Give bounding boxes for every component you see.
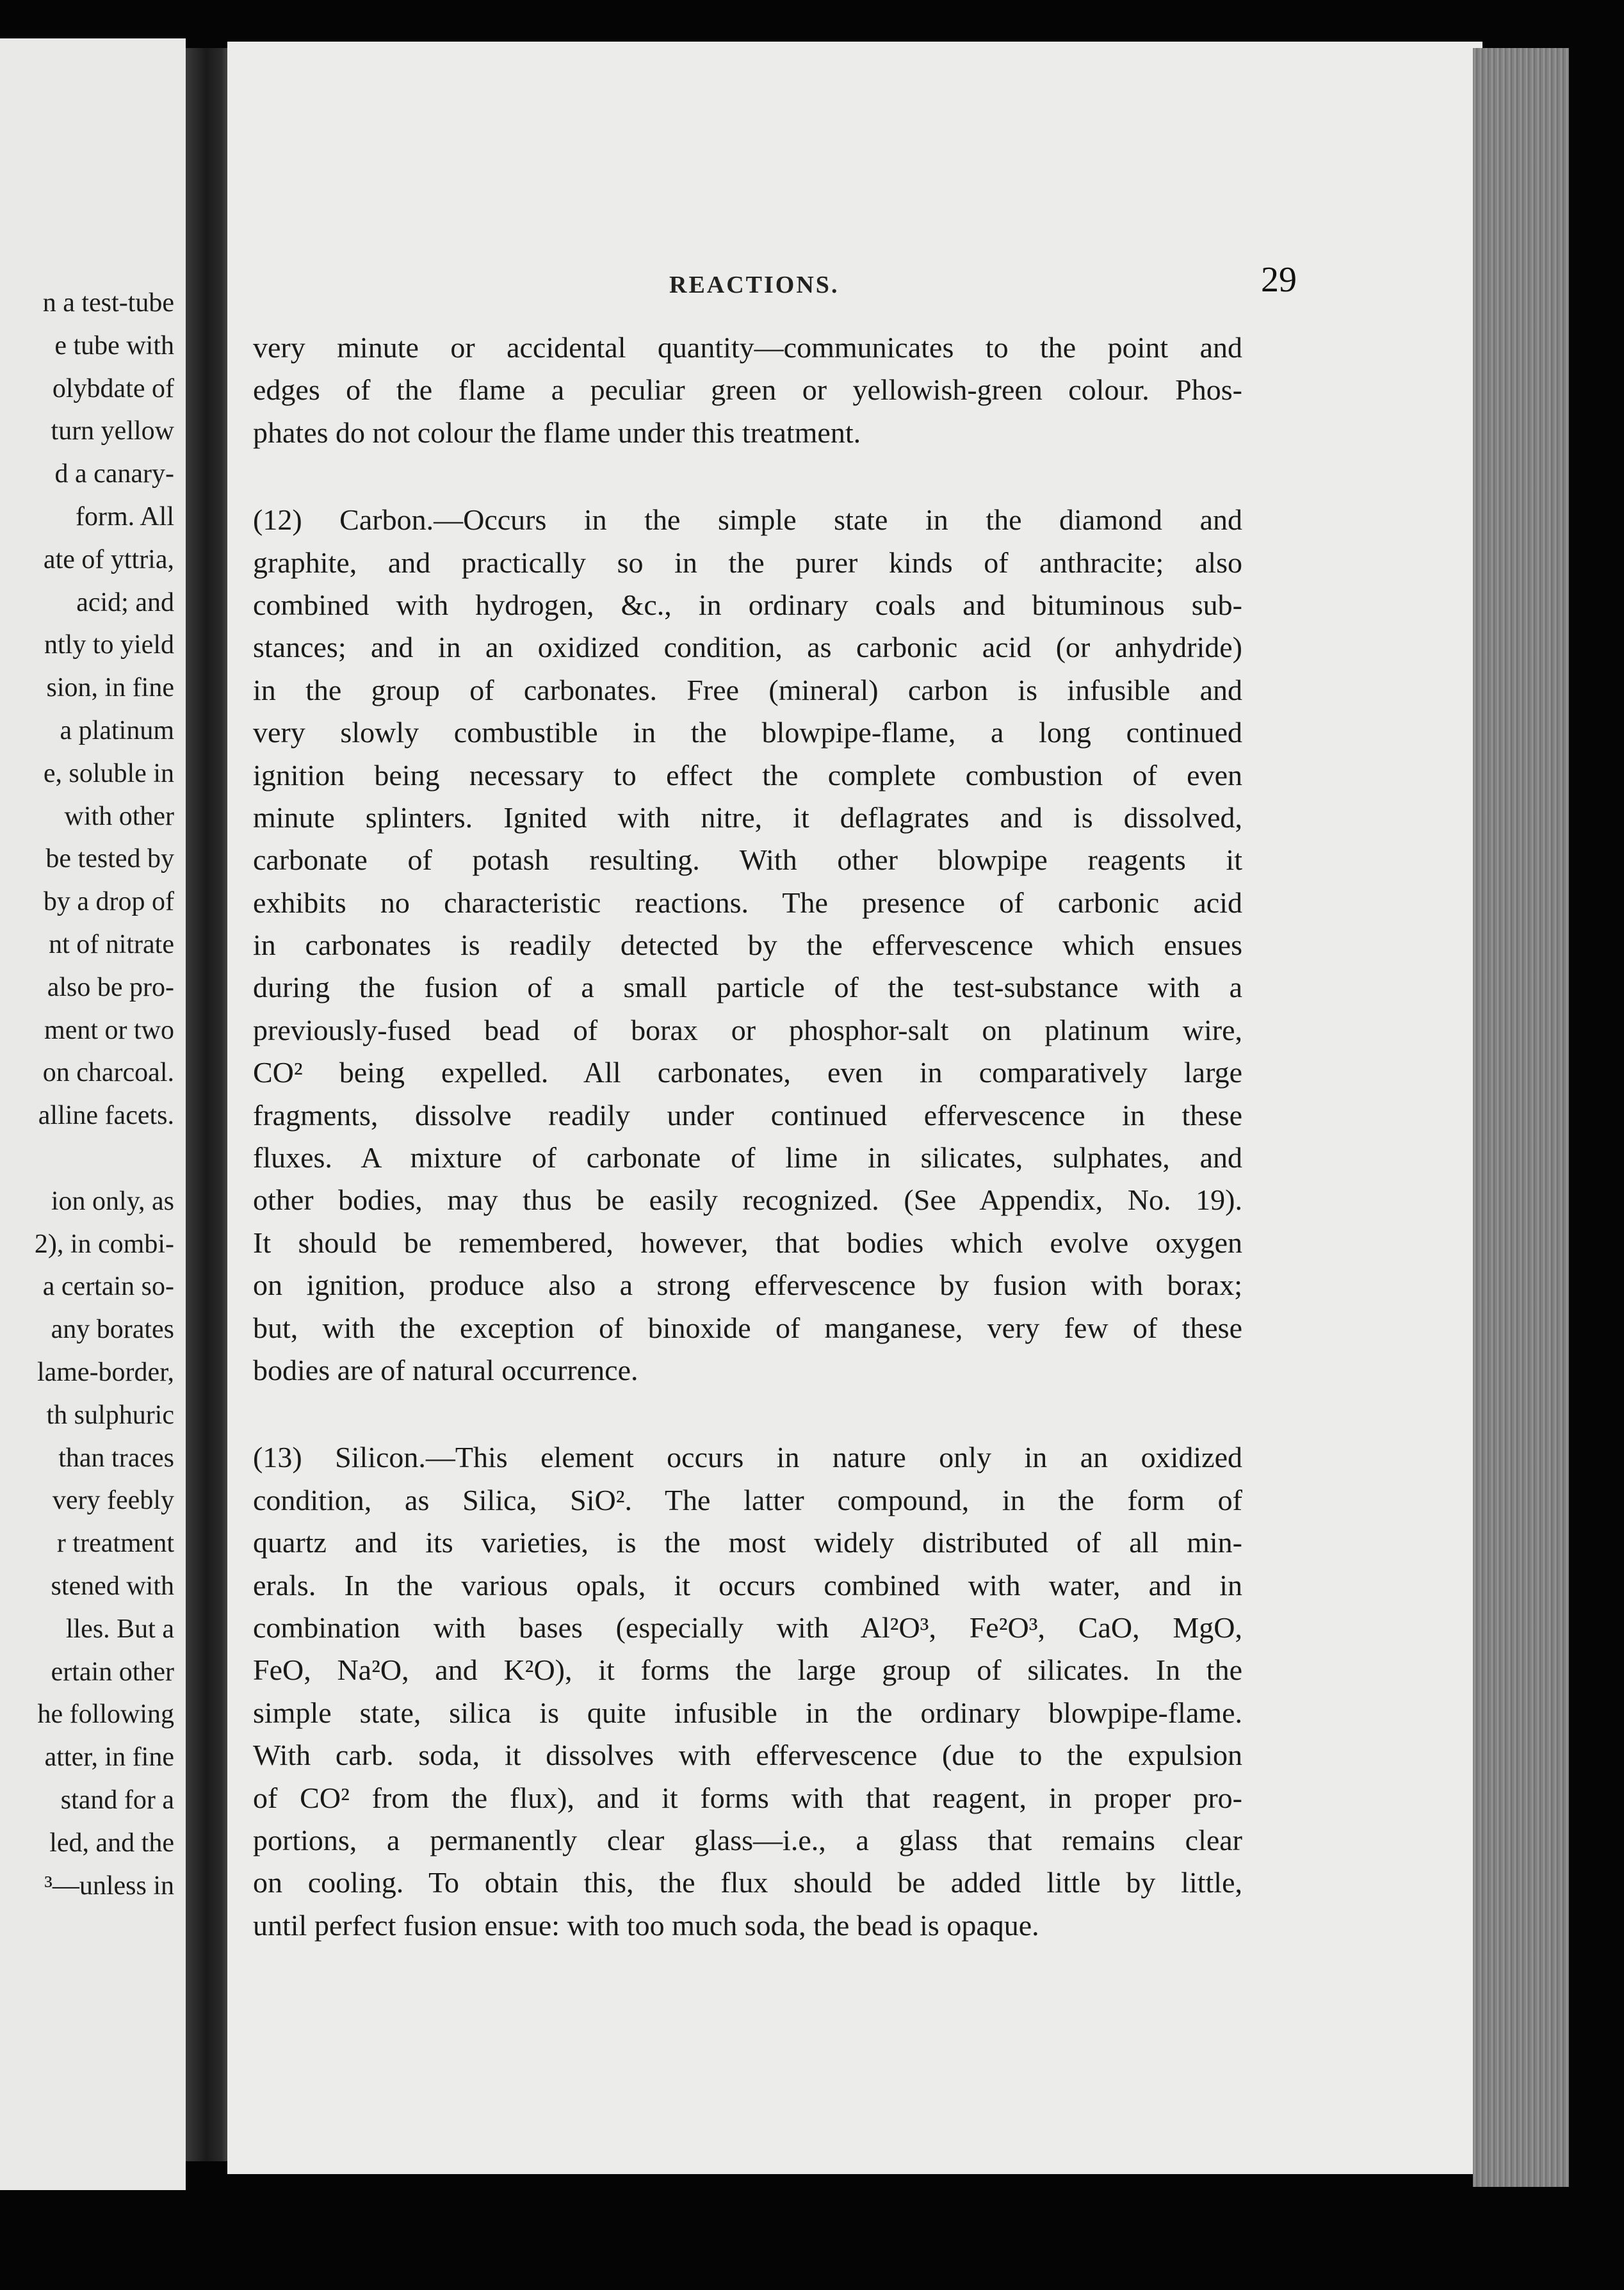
facing-page-line: than traces: [58, 1443, 174, 1473]
facing-page-line: ion only, as: [51, 1186, 174, 1216]
facing-page-line: ate of yttria,: [43, 544, 174, 574]
facing-page-line: turn yellow: [51, 416, 174, 446]
facing-page-line: d a canary-: [54, 459, 174, 489]
facing-page-line: a certain so-: [42, 1272, 174, 1302]
facing-page-line: acid; and: [76, 587, 174, 617]
text-line: minute splinters. Ignited with nitre, it deflagrates and is dissolved,: [253, 800, 1242, 834]
facing-page-line: ertain other: [51, 1657, 174, 1687]
text-line: very minute or accidental quantity—communicates to the point and: [253, 331, 1242, 364]
paragraph-gap: [253, 454, 1242, 499]
text-line: exhibits no characteristic reactions. The presence of carbonic acid: [253, 886, 1242, 919]
text-line: previously-fused bead of borax or phosphor-salt on platinum wire,: [253, 1013, 1242, 1046]
text-line: ignition being necessary to effect the complete combustion of even: [253, 758, 1242, 792]
facing-page-line: very feebly: [52, 1486, 174, 1516]
facing-page-line: olybdate of: [52, 373, 174, 403]
facing-page-line: on charcoal.: [42, 1058, 174, 1088]
text-line: (12) Carbon.—Occurs in the simple state in the diamond and: [253, 503, 1242, 537]
text-line: portions, a permanently clear glass—i.e., a glass that remains clear: [253, 1823, 1242, 1856]
text-line: erals. In the various opals, it occurs combined with water, and in: [253, 1568, 1242, 1602]
paragraph-gap: [253, 1392, 1242, 1436]
text-line: condition, as Silica, SiO². The latter compound, in the form of: [253, 1483, 1242, 1516]
facing-page-line: also be pro-: [47, 972, 174, 1002]
text-line: in carbonates is readily detected by the effervescence which ensues: [253, 929, 1242, 962]
text-line: It should be remembered, however, that bodies which evolve oxygen: [253, 1226, 1242, 1259]
text-line: combination with bases (especially with Al²O³, Fe²O³, CaO, MgO,: [253, 1611, 1242, 1644]
paragraph: [253, 499, 1242, 1392]
text-line: fluxes. A mixture of carbonate of lime in silicates, sulphates, and: [253, 1141, 1242, 1174]
text-line: in the group of carbonates. Free (mineral) carbon is infusible and: [253, 673, 1242, 706]
running-head: REACTIONS.: [669, 272, 840, 298]
facing-page-line: he following: [37, 1700, 174, 1730]
text-line: CO² being expelled. All carbonates, even in comparatively large: [253, 1056, 1242, 1089]
facing-page-line: by a drop of: [43, 887, 174, 917]
facing-page-line: be tested by: [45, 844, 174, 874]
text-line: edges of the flame a peculiar green or yellowish-green colour. Phos-: [253, 373, 1242, 407]
facing-page: [0, 38, 186, 2190]
page-edges: [1473, 48, 1569, 2187]
facing-page-line: e tube with: [54, 330, 174, 361]
facing-page-line: any borates: [51, 1315, 174, 1345]
facing-page-line: with other: [64, 801, 174, 831]
text-line: very slowly combustible in the blowpipe-flame, a long continued: [253, 716, 1242, 749]
paragraph: [253, 327, 1242, 454]
facing-page-line: ntly to yield: [44, 630, 174, 660]
text-line: FeO, Na²O, and K²O), it forms the large group of silicates. In the: [253, 1653, 1242, 1687]
text-line: stances; and in an oxidized condition, as carbonic acid (or anhydride): [253, 631, 1242, 664]
facing-page-line: th sulphuric: [46, 1400, 174, 1430]
text-line: during the fusion of a small particle of the test-substance with a: [253, 971, 1242, 1004]
text-line: carbonate of potash resulting. With other blowpipe reagents it: [253, 843, 1242, 877]
facing-page-line: nt of nitrate: [49, 930, 174, 959]
text-line: graphite, and practically so in the purer kinds of anthracite; also: [253, 546, 1242, 579]
facing-page-line: n a test-tube: [42, 288, 174, 318]
facing-page-line: a platinum: [60, 716, 174, 745]
facing-page-line: sion, in fine: [46, 673, 174, 703]
text-line: bodies are of natural occurrence.: [253, 1353, 638, 1386]
paragraph: [253, 1436, 1242, 1947]
facing-page-line: led, and the: [49, 1828, 174, 1858]
text-line: With carb. soda, it dissolves with effervescence (due to the expulsion: [253, 1739, 1242, 1772]
page-number: 29: [1261, 260, 1297, 300]
text-line: simple state, silica is quite infusible in the ordinary blowpipe-flame.: [253, 1696, 1242, 1729]
text-line: phates do not colour the flame under this treatment.: [253, 416, 861, 449]
facing-page-line: atter, in fine: [44, 1742, 174, 1773]
facing-page-line: 2), in combi-: [34, 1229, 174, 1259]
facing-page-line: stand for a: [60, 1785, 174, 1815]
text-line: (13) Silicon.—This element occurs in nature only in an oxidized: [253, 1441, 1242, 1474]
text-line: quartz and its varieties, is the most widely distributed of all min-: [253, 1526, 1242, 1559]
text-line: combined with hydrogen, &c., in ordinary coals and bituminous sub-: [253, 588, 1242, 621]
facing-page-line: stened with: [51, 1571, 174, 1601]
text-line: of CO² from the flux), and it forms with that reagent, in proper pro-: [253, 1781, 1242, 1814]
facing-page-line: lles. But a: [65, 1614, 174, 1644]
text-line: other bodies, may thus be easily recognized. (See Appendix, No. 19).: [253, 1183, 1242, 1217]
facing-page-line: ³—unless in: [44, 1871, 174, 1901]
facing-page-line: ment or two: [44, 1015, 174, 1045]
body-text: [253, 327, 1242, 1947]
text-line: but, with the exception of binoxide of manganese, very few of these: [253, 1311, 1242, 1344]
text-line: on cooling. To obtain this, the flux should be added little by little,: [253, 1866, 1242, 1899]
facing-page-line: lame-border,: [37, 1358, 174, 1387]
text-line: fragments, dissolve readily under continued effervescence in these: [253, 1098, 1242, 1132]
text-line: until perfect fusion ensue: with too much soda, the bead is opaque.: [253, 1908, 1039, 1942]
text-line: on ignition, produce also a strong effervescence by fusion with borax;: [253, 1269, 1242, 1302]
page-header: [227, 259, 1297, 304]
facing-page-line: e, soluble in: [43, 758, 174, 788]
facing-page-line: r treatment: [56, 1529, 174, 1559]
facing-page-line: alline facets.: [38, 1101, 174, 1131]
facing-page-line: form. All: [76, 502, 174, 532]
